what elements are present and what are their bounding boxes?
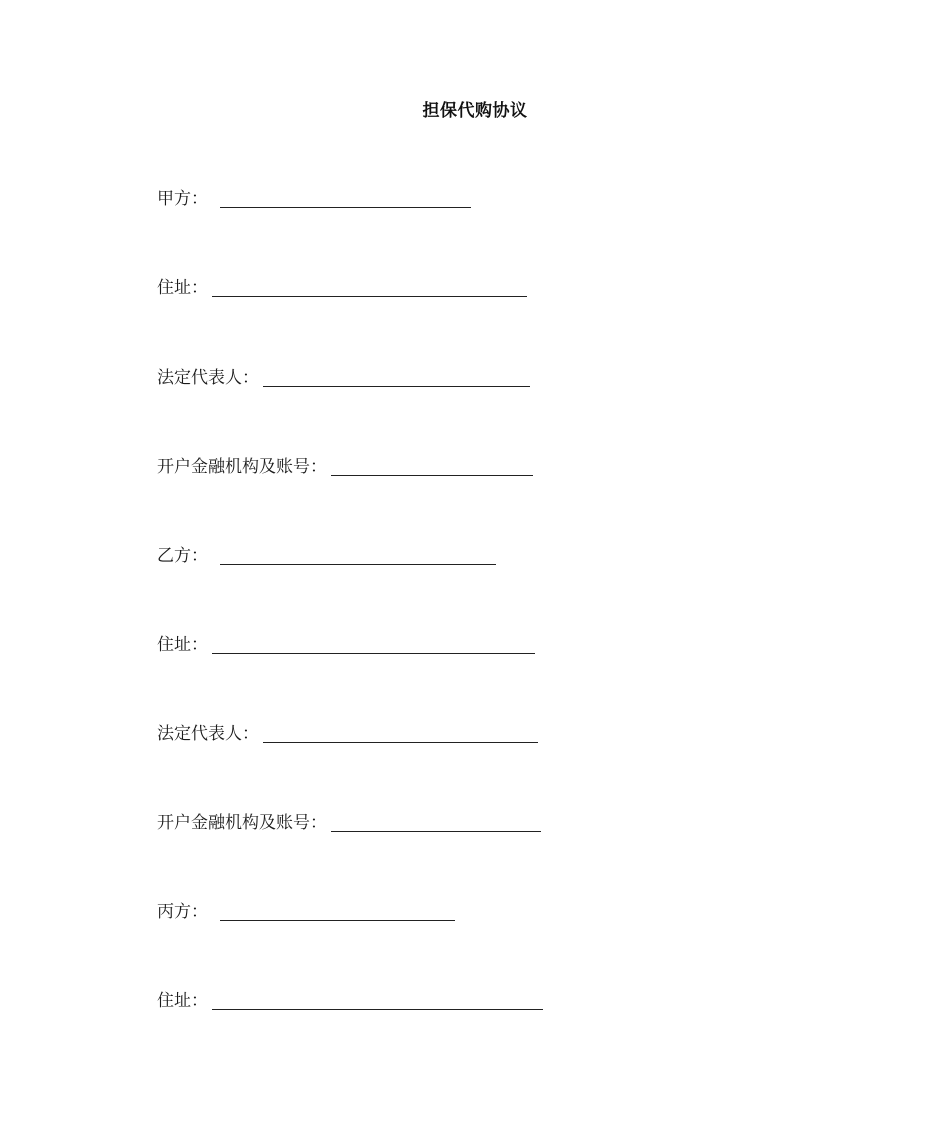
- field-label: 住址：: [157, 635, 208, 655]
- field-label: 住址：: [157, 278, 208, 298]
- field-label: 甲方：: [157, 189, 208, 209]
- fill-in-blank: [220, 902, 455, 921]
- party-b-name-field: [157, 544, 496, 568]
- fill-in-blank: [212, 991, 543, 1010]
- party-c-name-field: [157, 900, 455, 924]
- fill-in-blank: [331, 813, 541, 832]
- fill-in-blank: [220, 189, 471, 208]
- party-b-representative-field: [157, 722, 538, 746]
- field-label: 乙方：: [157, 546, 208, 566]
- party-a-address-field: [157, 276, 527, 300]
- field-label: 丙方：: [157, 902, 208, 922]
- fill-in-blank: [263, 368, 530, 387]
- fill-in-blank: [263, 724, 538, 743]
- party-b-address-field: [157, 633, 535, 657]
- field-label: 法定代表人：: [157, 368, 259, 388]
- fill-in-blank: [212, 635, 535, 654]
- fill-in-blank: [220, 546, 496, 565]
- party-a-name-field: [157, 187, 471, 211]
- party-b-bank-account-field: [157, 811, 541, 835]
- party-a-bank-account-field: [157, 455, 533, 479]
- fill-in-blank: [331, 457, 533, 476]
- field-label: 法定代表人：: [157, 724, 259, 744]
- field-label: 住址：: [157, 991, 208, 1011]
- document-title: 担保代购协议: [422, 101, 528, 121]
- fill-in-blank: [212, 278, 527, 297]
- field-label: 开户金融机构及账号：: [157, 457, 327, 477]
- party-a-representative-field: [157, 366, 530, 390]
- field-label: 开户金融机构及账号：: [157, 813, 327, 833]
- party-c-address-field: [157, 989, 543, 1013]
